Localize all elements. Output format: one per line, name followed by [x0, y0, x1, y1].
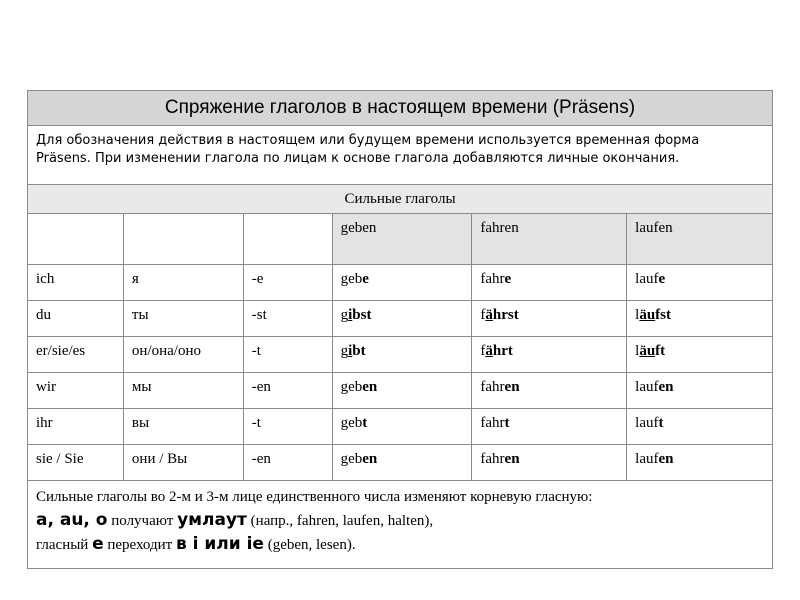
note-umlaut: умлаут — [177, 510, 247, 530]
pronoun-cell: ihr — [28, 409, 124, 445]
geben-uml: i — [348, 343, 353, 359]
note-text: переходит — [103, 537, 176, 553]
pronoun-cell: wir — [28, 373, 124, 409]
header-cell-laufen: laufen — [627, 214, 773, 265]
fahren-pre: f — [480, 307, 486, 323]
note-text: (напр., fahren, laufen, halten), — [246, 513, 434, 529]
fahren-end: t — [504, 415, 510, 431]
laufen-form-cell — [627, 409, 773, 445]
pronoun-cell: du — [28, 301, 124, 337]
header-row — [28, 214, 773, 265]
geben-form-cell — [332, 373, 472, 409]
geben-form-cell — [332, 445, 472, 481]
laufen-pre: lauf — [635, 271, 659, 287]
pronoun-cell: sie / Sie — [28, 445, 124, 481]
laufen-form-cell — [627, 373, 773, 409]
header-cell-fahren: fahren — [472, 214, 627, 265]
fahren-form-cell — [472, 337, 627, 373]
laufen-end: en — [658, 379, 674, 395]
note-change: в i или ie — [175, 534, 264, 554]
ending-cell: -e — [243, 265, 332, 301]
note-vowels: a, au, o — [36, 510, 108, 530]
table-row — [28, 265, 773, 301]
note-line-3 — [36, 533, 764, 557]
fahren-pre: fahr — [480, 415, 505, 431]
fahren-uml: ä — [485, 307, 493, 323]
intro-text — [28, 126, 773, 185]
geben-uml: i — [348, 307, 353, 323]
geben-post: b — [352, 343, 361, 359]
geben-pre: geb — [340, 271, 363, 287]
pronoun-cell: ich — [28, 265, 124, 301]
fahren-post: hr — [492, 343, 508, 359]
translation-cell: ты — [123, 301, 243, 337]
section-heading: Сильные глаголы — [28, 185, 773, 214]
laufen-pre: lauf — [635, 415, 659, 431]
fahren-end: e — [504, 271, 512, 287]
fahren-pre: fahr — [480, 379, 505, 395]
fahren-form-cell — [472, 373, 627, 409]
fahren-form-cell — [472, 445, 627, 481]
translation-cell: вы — [123, 409, 243, 445]
header-cell — [28, 214, 124, 265]
table-row — [28, 301, 773, 337]
geben-end: t — [360, 343, 366, 359]
translation-cell: они / Вы — [123, 445, 243, 481]
fahren-end: st — [507, 307, 519, 323]
note-line-2 — [36, 509, 764, 533]
table-row — [28, 373, 773, 409]
geben-pre: g — [340, 343, 349, 359]
laufen-form-cell — [627, 265, 773, 301]
ending-cell: -en — [243, 373, 332, 409]
laufen-pre: lauf — [635, 451, 659, 467]
conjugation-table — [27, 90, 773, 569]
table-row — [28, 409, 773, 445]
geben-end: e — [362, 271, 369, 287]
note-text: гласный — [36, 537, 93, 553]
geben-form-cell — [332, 265, 472, 301]
laufen-post: f — [655, 307, 661, 323]
header-cell-geben: geben — [332, 214, 472, 265]
fahren-pre: fahr — [480, 451, 505, 467]
laufen-uml: äu — [639, 343, 656, 359]
ending-cell: -t — [243, 337, 332, 373]
fahren-form-cell — [472, 409, 627, 445]
laufen-uml: äu — [639, 307, 656, 323]
laufen-end: en — [658, 451, 674, 467]
geben-form-cell — [332, 409, 472, 445]
geben-end: st — [360, 307, 372, 323]
geben-form-cell — [332, 337, 472, 373]
note-text: (geben, lesen). — [263, 537, 356, 553]
laufen-end: t — [660, 343, 666, 359]
geben-pre: geb — [340, 451, 363, 467]
fahren-post: hr — [492, 307, 508, 323]
table-title: Спряжение глаголов в настоящем времени (Präsens) — [28, 91, 773, 126]
note-text: получают — [107, 513, 178, 529]
translation-cell: мы — [123, 373, 243, 409]
geben-post: b — [352, 307, 361, 323]
laufen-pre: lauf — [635, 379, 659, 395]
ending-cell: -en — [243, 445, 332, 481]
table-row — [28, 337, 773, 373]
fahren-end: en — [504, 451, 520, 467]
note-line-1: Сильные глаголы во 2-м и 3-м лице единственного числа изменяют корневую гласную: — [36, 489, 593, 505]
laufen-form-cell — [627, 445, 773, 481]
geben-pre: g — [340, 307, 349, 323]
geben-form-cell — [332, 301, 472, 337]
geben-pre: geb — [340, 379, 363, 395]
laufen-form-cell — [627, 301, 773, 337]
rule-note — [28, 481, 773, 569]
pronoun-cell: er/sie/es — [28, 337, 124, 373]
fahren-form-cell — [472, 301, 627, 337]
laufen-pre: l — [635, 307, 640, 323]
geben-end: en — [362, 379, 378, 395]
ending-cell: -t — [243, 409, 332, 445]
fahren-form-cell — [472, 265, 627, 301]
laufen-end: t — [658, 415, 664, 431]
fahren-uml: ä — [485, 343, 493, 359]
table-row — [28, 445, 773, 481]
fahren-pre: fahr — [480, 271, 505, 287]
ending-cell: -st — [243, 301, 332, 337]
laufen-end: e — [658, 271, 666, 287]
translation-cell: я — [123, 265, 243, 301]
laufen-form-cell — [627, 337, 773, 373]
geben-end: en — [362, 451, 378, 467]
translation-cell: он/она/оно — [123, 337, 243, 373]
laufen-end: st — [660, 307, 672, 323]
note-vowel-e: e — [92, 534, 104, 554]
laufen-post: f — [655, 343, 661, 359]
laufen-pre: l — [635, 343, 640, 359]
fahren-end: t — [507, 343, 513, 359]
fahren-end: en — [504, 379, 520, 395]
fahren-pre: f — [480, 343, 486, 359]
intro-line-2: Präsens. При изменении глагола по лицам к основе глагола добавляются личные окончания. — [36, 151, 680, 166]
header-cell — [123, 214, 243, 265]
intro-line-1: Для обозначения действия в настоящем или будущем времени используется временная форма — [36, 133, 700, 148]
header-cell — [243, 214, 332, 265]
geben-end: t — [362, 415, 368, 431]
geben-pre: geb — [340, 415, 363, 431]
